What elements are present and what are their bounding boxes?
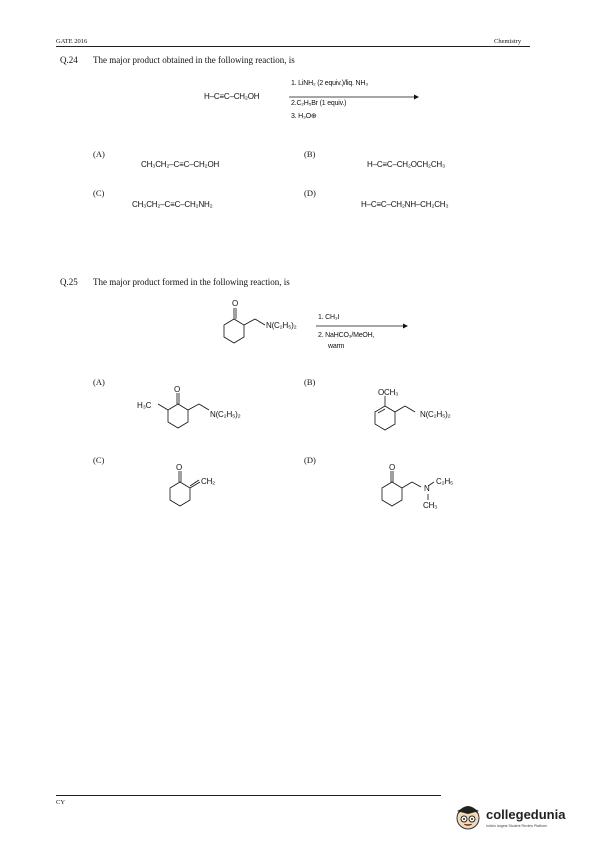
q24-option-a-formula: CH₃CH₂–C≡C–CH₂OH (141, 160, 220, 169)
exam-title: GATE 2016 (56, 38, 88, 45)
q25-option-d-structure (372, 462, 462, 522)
q24-option-d-label: (D) (304, 188, 316, 198)
q25-question: The major product formed in the following reaction, is (93, 277, 290, 287)
header-rule (56, 46, 530, 47)
q25-condition-2: 2. NaHCO₃/MeOH, (318, 332, 375, 339)
q24-question: The major product obtained in the following reaction, is (93, 55, 295, 65)
q25-option-d-oxygen: O (389, 463, 396, 472)
q24-option-d-formula: H–C≡C–CH₂NH–CH₂CH₃ (361, 200, 449, 209)
q25-reactant-amine: N(C₂H₅)₂ (266, 321, 297, 330)
q25-option-a-amine: N(C₂H₅)₂ (210, 410, 241, 419)
q24-option-c-formula: CH₃CH₂–C≡C–CH₂NH₂ (132, 200, 213, 209)
q25-option-c-methylene: CH₂ (201, 477, 216, 486)
q24-option-b-formula: H–C≡C–CH₂OCH₂CH₃ (367, 160, 446, 169)
q24-number: Q.24 (60, 55, 78, 65)
q25-condition-1: 1. CH₃I (318, 314, 340, 321)
footer-rule (56, 795, 441, 796)
q24-condition-1: 1. LiNH₂ (2 equiv.)/liq. NH₃ (291, 80, 368, 87)
q25-option-c-label: (C) (93, 455, 105, 465)
logo-mascot-icon (455, 805, 485, 831)
paper-code: CY (56, 799, 66, 806)
q25-option-d-nitrogen: N (424, 484, 430, 493)
q24-option-c-label: (C) (93, 188, 105, 198)
q25-option-b-methoxy: OCH₃ (378, 388, 399, 397)
q25-option-c-structure (152, 462, 222, 522)
subject-title: Chemistry (494, 38, 522, 45)
q25-reaction-arrow (316, 323, 408, 329)
q25-option-c-oxygen: O (176, 463, 183, 472)
q25-number: Q.25 (60, 277, 78, 287)
q25-option-b-amine: N(C₂H₅)₂ (420, 410, 451, 419)
q25-option-a-oxygen: O (174, 385, 181, 394)
q24-option-b-label: (B) (304, 149, 316, 159)
q25-option-a-methyl: H₃C (137, 401, 152, 410)
q24-condition-3: 3. H₃O⊕ (291, 113, 317, 120)
q25-reactant-oxygen: O (232, 299, 239, 308)
q25-option-d-label: (D) (304, 455, 316, 465)
logo-tagline: India's largest Student Review Platform (486, 824, 547, 828)
q24-option-a-label: (A) (93, 149, 105, 159)
q25-condition-3: warm (328, 343, 345, 350)
q24-condition-2: 2.C₂H₅Br (1 equiv.) (291, 100, 347, 107)
q25-option-d-methyl: CH₃ (423, 501, 438, 510)
logo-wordmark: collegedunia (486, 807, 566, 822)
q25-option-a-label: (A) (93, 377, 105, 387)
q25-option-d-ethyl: C₂H₅ (436, 477, 454, 486)
q24-reactant: H–C≡C–CH₂OH (204, 92, 260, 101)
q25-option-b-label: (B) (304, 377, 316, 387)
